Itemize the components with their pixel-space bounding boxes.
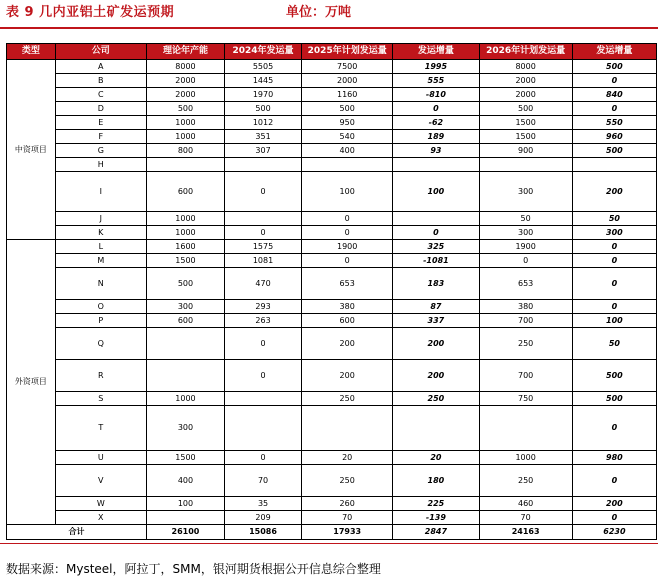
table-row <box>7 74 657 88</box>
company-cell: E <box>55 116 146 130</box>
ship-2024-cell: 5505 <box>225 60 302 74</box>
company-cell: Q <box>55 328 146 360</box>
category-cell: 中资项目 <box>7 60 56 240</box>
increase-2026-cell: 550 <box>572 116 656 130</box>
increase-2026-cell: 0 <box>572 300 656 314</box>
increase-2025-cell: 225 <box>393 497 479 511</box>
col-header-type: 类型 <box>7 44 56 60</box>
increase-2025-cell: 325 <box>393 240 479 254</box>
table-row <box>7 88 657 102</box>
table-row <box>7 254 657 268</box>
plan-2026-cell: 250 <box>479 328 572 360</box>
ship-2024-cell <box>225 392 302 406</box>
company-cell: U <box>55 451 146 465</box>
increase-2025-cell: -810 <box>393 88 479 102</box>
increase-2025-cell: 200 <box>393 360 479 392</box>
increase-2025-cell: 1995 <box>393 60 479 74</box>
capacity-cell <box>146 328 224 360</box>
plan-2026-cell: 1500 <box>479 130 572 144</box>
table-row <box>7 212 657 226</box>
increase-2025-cell: 180 <box>393 465 479 497</box>
plan-2026-cell <box>479 406 572 451</box>
table-row <box>7 328 657 360</box>
increase-2025-cell: 555 <box>393 74 479 88</box>
increase-2026-cell: 0 <box>572 406 656 451</box>
table-row <box>7 226 657 240</box>
plan-2025-cell: 0 <box>302 254 393 268</box>
increase-2026-cell: 200 <box>572 172 656 212</box>
table-title: 表 9 几内亚铝土矿发运预期 <box>6 5 175 20</box>
total-plan-2025: 17933 <box>302 525 393 540</box>
increase-2026-cell: 0 <box>572 268 656 300</box>
total-row <box>7 525 657 540</box>
plan-2026-cell: 1000 <box>479 451 572 465</box>
plan-2025-cell: 380 <box>302 300 393 314</box>
total-increase-2026: 6230 <box>572 525 656 540</box>
capacity-cell: 400 <box>146 465 224 497</box>
increase-2026-cell: 100 <box>572 314 656 328</box>
table-caption <box>0 0 658 22</box>
increase-2025-cell <box>393 406 479 451</box>
plan-2025-cell: 0 <box>302 226 393 240</box>
company-cell: J <box>55 212 146 226</box>
total-increase-2025: 2847 <box>393 525 479 540</box>
ship-2024-cell <box>225 212 302 226</box>
increase-2026-cell: 840 <box>572 88 656 102</box>
table-row <box>7 300 657 314</box>
ship-2024-cell: 70 <box>225 465 302 497</box>
increase-2026-cell: 500 <box>572 60 656 74</box>
plan-2025-cell: 540 <box>302 130 393 144</box>
plan-2025-cell: 2000 <box>302 74 393 88</box>
total-label: 合计 <box>7 525 147 540</box>
plan-2026-cell: 250 <box>479 465 572 497</box>
increase-2026-cell: 500 <box>572 144 656 158</box>
col-header-plan-2025: 2025年计划发运量 <box>302 44 393 60</box>
ship-2024-cell: 293 <box>225 300 302 314</box>
plan-2025-cell: 200 <box>302 360 393 392</box>
table-row <box>7 268 657 300</box>
ship-2024-cell: 351 <box>225 130 302 144</box>
increase-2026-cell: 300 <box>572 226 656 240</box>
ship-2024-cell <box>225 158 302 172</box>
col-header-plan-2026: 2026年计划发运量 <box>479 44 572 60</box>
increase-2025-cell: -1081 <box>393 254 479 268</box>
increase-2026-cell <box>572 158 656 172</box>
total-plan-2026: 24163 <box>479 525 572 540</box>
company-cell: F <box>55 130 146 144</box>
table-row <box>7 406 657 451</box>
col-header-capacity: 理论年产能 <box>146 44 224 60</box>
total-ship-2024: 15086 <box>225 525 302 540</box>
ship-2024-cell: 263 <box>225 314 302 328</box>
table-row <box>7 102 657 116</box>
bottom-rule <box>0 543 658 544</box>
plan-2026-cell: 700 <box>479 314 572 328</box>
company-cell: T <box>55 406 146 451</box>
increase-2025-cell <box>393 212 479 226</box>
table-row <box>7 240 657 254</box>
increase-2026-cell: 500 <box>572 392 656 406</box>
ship-2024-cell: 0 <box>225 328 302 360</box>
plan-2025-cell: 260 <box>302 497 393 511</box>
company-cell: V <box>55 465 146 497</box>
plan-2026-cell: 900 <box>479 144 572 158</box>
capacity-cell: 500 <box>146 102 224 116</box>
company-cell: O <box>55 300 146 314</box>
company-cell: L <box>55 240 146 254</box>
increase-2025-cell: 200 <box>393 328 479 360</box>
table-row <box>7 451 657 465</box>
company-cell: K <box>55 226 146 240</box>
increase-2026-cell: 0 <box>572 511 656 525</box>
increase-2025-cell: 20 <box>393 451 479 465</box>
plan-2026-cell: 300 <box>479 172 572 212</box>
increase-2026-cell: 0 <box>572 74 656 88</box>
capacity-cell: 300 <box>146 300 224 314</box>
plan-2026-cell: 2000 <box>479 74 572 88</box>
capacity-cell: 1000 <box>146 212 224 226</box>
increase-2026-cell: 50 <box>572 328 656 360</box>
capacity-cell <box>146 360 224 392</box>
table-row <box>7 392 657 406</box>
table-row <box>7 116 657 130</box>
capacity-cell: 2000 <box>146 88 224 102</box>
table-row <box>7 314 657 328</box>
capacity-cell: 600 <box>146 172 224 212</box>
ship-2024-cell: 209 <box>225 511 302 525</box>
plan-2026-cell: 8000 <box>479 60 572 74</box>
ship-2024-cell: 1575 <box>225 240 302 254</box>
increase-2025-cell: 93 <box>393 144 479 158</box>
increase-2026-cell: 0 <box>572 102 656 116</box>
table-row <box>7 172 657 212</box>
plan-2026-cell: 300 <box>479 226 572 240</box>
source-note: 数据来源：Mysteel，阿拉丁，SMM，银河期货根据公开信息综合整理 <box>6 562 381 576</box>
plan-2025-cell: 100 <box>302 172 393 212</box>
increase-2026-cell: 980 <box>572 451 656 465</box>
plan-2025-cell: 653 <box>302 268 393 300</box>
plan-2026-cell: 2000 <box>479 88 572 102</box>
total-capacity: 26100 <box>146 525 224 540</box>
plan-2025-cell: 70 <box>302 511 393 525</box>
plan-2026-cell: 70 <box>479 511 572 525</box>
ship-2024-cell: 0 <box>225 360 302 392</box>
plan-2026-cell: 750 <box>479 392 572 406</box>
plan-2026-cell: 380 <box>479 300 572 314</box>
table-row <box>7 60 657 74</box>
col-header-company: 公司 <box>55 44 146 60</box>
unit-label: 单位：万吨 <box>286 5 352 20</box>
plan-2026-cell: 653 <box>479 268 572 300</box>
category-cell: 外资项目 <box>7 240 56 525</box>
company-cell: M <box>55 254 146 268</box>
ship-2024-cell: 1012 <box>225 116 302 130</box>
ship-2024-cell: 500 <box>225 102 302 116</box>
ship-2024-cell: 307 <box>225 144 302 158</box>
plan-2025-cell: 1160 <box>302 88 393 102</box>
company-cell: P <box>55 314 146 328</box>
col-header-increase-2025: 发运增量 <box>393 44 479 60</box>
capacity-cell: 500 <box>146 268 224 300</box>
capacity-cell: 2000 <box>146 74 224 88</box>
plan-2025-cell: 250 <box>302 465 393 497</box>
plan-2025-cell: 1900 <box>302 240 393 254</box>
top-rule <box>0 27 658 29</box>
ship-2024-cell: 470 <box>225 268 302 300</box>
company-cell: G <box>55 144 146 158</box>
capacity-cell: 100 <box>146 497 224 511</box>
capacity-cell: 1500 <box>146 254 224 268</box>
increase-2025-cell: -139 <box>393 511 479 525</box>
table-row <box>7 158 657 172</box>
increase-2025-cell: 183 <box>393 268 479 300</box>
increase-2025-cell: 87 <box>393 300 479 314</box>
plan-2026-cell: 500 <box>479 102 572 116</box>
company-cell: W <box>55 497 146 511</box>
increase-2025-cell: 0 <box>393 226 479 240</box>
plan-2026-cell: 700 <box>479 360 572 392</box>
ship-2024-cell: 1445 <box>225 74 302 88</box>
plan-2025-cell: 600 <box>302 314 393 328</box>
plan-2025-cell: 250 <box>302 392 393 406</box>
table-row <box>7 360 657 392</box>
increase-2026-cell: 50 <box>572 212 656 226</box>
plan-2026-cell: 460 <box>479 497 572 511</box>
capacity-cell: 600 <box>146 314 224 328</box>
plan-2025-cell: 400 <box>302 144 393 158</box>
col-header-ship-2024: 2024年发运量 <box>225 44 302 60</box>
increase-2025-cell: 100 <box>393 172 479 212</box>
company-cell: B <box>55 74 146 88</box>
capacity-cell: 1000 <box>146 392 224 406</box>
plan-2025-cell: 950 <box>302 116 393 130</box>
ship-2024-cell <box>225 406 302 451</box>
plan-2026-cell: 1500 <box>479 116 572 130</box>
company-cell: H <box>55 158 146 172</box>
capacity-cell <box>146 158 224 172</box>
ship-2024-cell: 0 <box>225 172 302 212</box>
table-row <box>7 511 657 525</box>
table-row <box>7 144 657 158</box>
ship-2024-cell: 0 <box>225 226 302 240</box>
capacity-cell: 1000 <box>146 226 224 240</box>
company-cell: S <box>55 392 146 406</box>
company-cell: R <box>55 360 146 392</box>
plan-2025-cell: 200 <box>302 328 393 360</box>
col-header-increase-2026: 发运增量 <box>572 44 656 60</box>
plan-2026-cell <box>479 158 572 172</box>
plan-2025-cell <box>302 158 393 172</box>
ship-2024-cell: 1081 <box>225 254 302 268</box>
header-row <box>7 44 657 60</box>
company-cell: D <box>55 102 146 116</box>
capacity-cell: 1500 <box>146 451 224 465</box>
table-row <box>7 130 657 144</box>
plan-2025-cell: 7500 <box>302 60 393 74</box>
capacity-cell: 300 <box>146 406 224 451</box>
shipment-table <box>6 43 657 540</box>
increase-2025-cell: 250 <box>393 392 479 406</box>
ship-2024-cell: 35 <box>225 497 302 511</box>
increase-2026-cell: 500 <box>572 360 656 392</box>
increase-2025-cell: 0 <box>393 102 479 116</box>
plan-2026-cell: 0 <box>479 254 572 268</box>
ship-2024-cell: 1970 <box>225 88 302 102</box>
increase-2026-cell: 0 <box>572 465 656 497</box>
table-row <box>7 465 657 497</box>
company-cell: A <box>55 60 146 74</box>
increase-2026-cell: 200 <box>572 497 656 511</box>
increase-2025-cell: 189 <box>393 130 479 144</box>
increase-2025-cell: -62 <box>393 116 479 130</box>
capacity-cell <box>146 511 224 525</box>
company-cell: N <box>55 268 146 300</box>
capacity-cell: 1000 <box>146 116 224 130</box>
increase-2026-cell: 0 <box>572 254 656 268</box>
capacity-cell: 1600 <box>146 240 224 254</box>
table-row <box>7 497 657 511</box>
plan-2025-cell: 20 <box>302 451 393 465</box>
capacity-cell: 800 <box>146 144 224 158</box>
company-cell: C <box>55 88 146 102</box>
company-cell: X <box>55 511 146 525</box>
increase-2026-cell: 0 <box>572 240 656 254</box>
capacity-cell: 1000 <box>146 130 224 144</box>
plan-2025-cell: 0 <box>302 212 393 226</box>
capacity-cell: 8000 <box>146 60 224 74</box>
ship-2024-cell: 0 <box>225 451 302 465</box>
increase-2025-cell <box>393 158 479 172</box>
plan-2025-cell: 500 <box>302 102 393 116</box>
plan-2025-cell <box>302 406 393 451</box>
increase-2025-cell: 337 <box>393 314 479 328</box>
increase-2026-cell: 960 <box>572 130 656 144</box>
company-cell: I <box>55 172 146 212</box>
plan-2026-cell: 50 <box>479 212 572 226</box>
plan-2026-cell: 1900 <box>479 240 572 254</box>
